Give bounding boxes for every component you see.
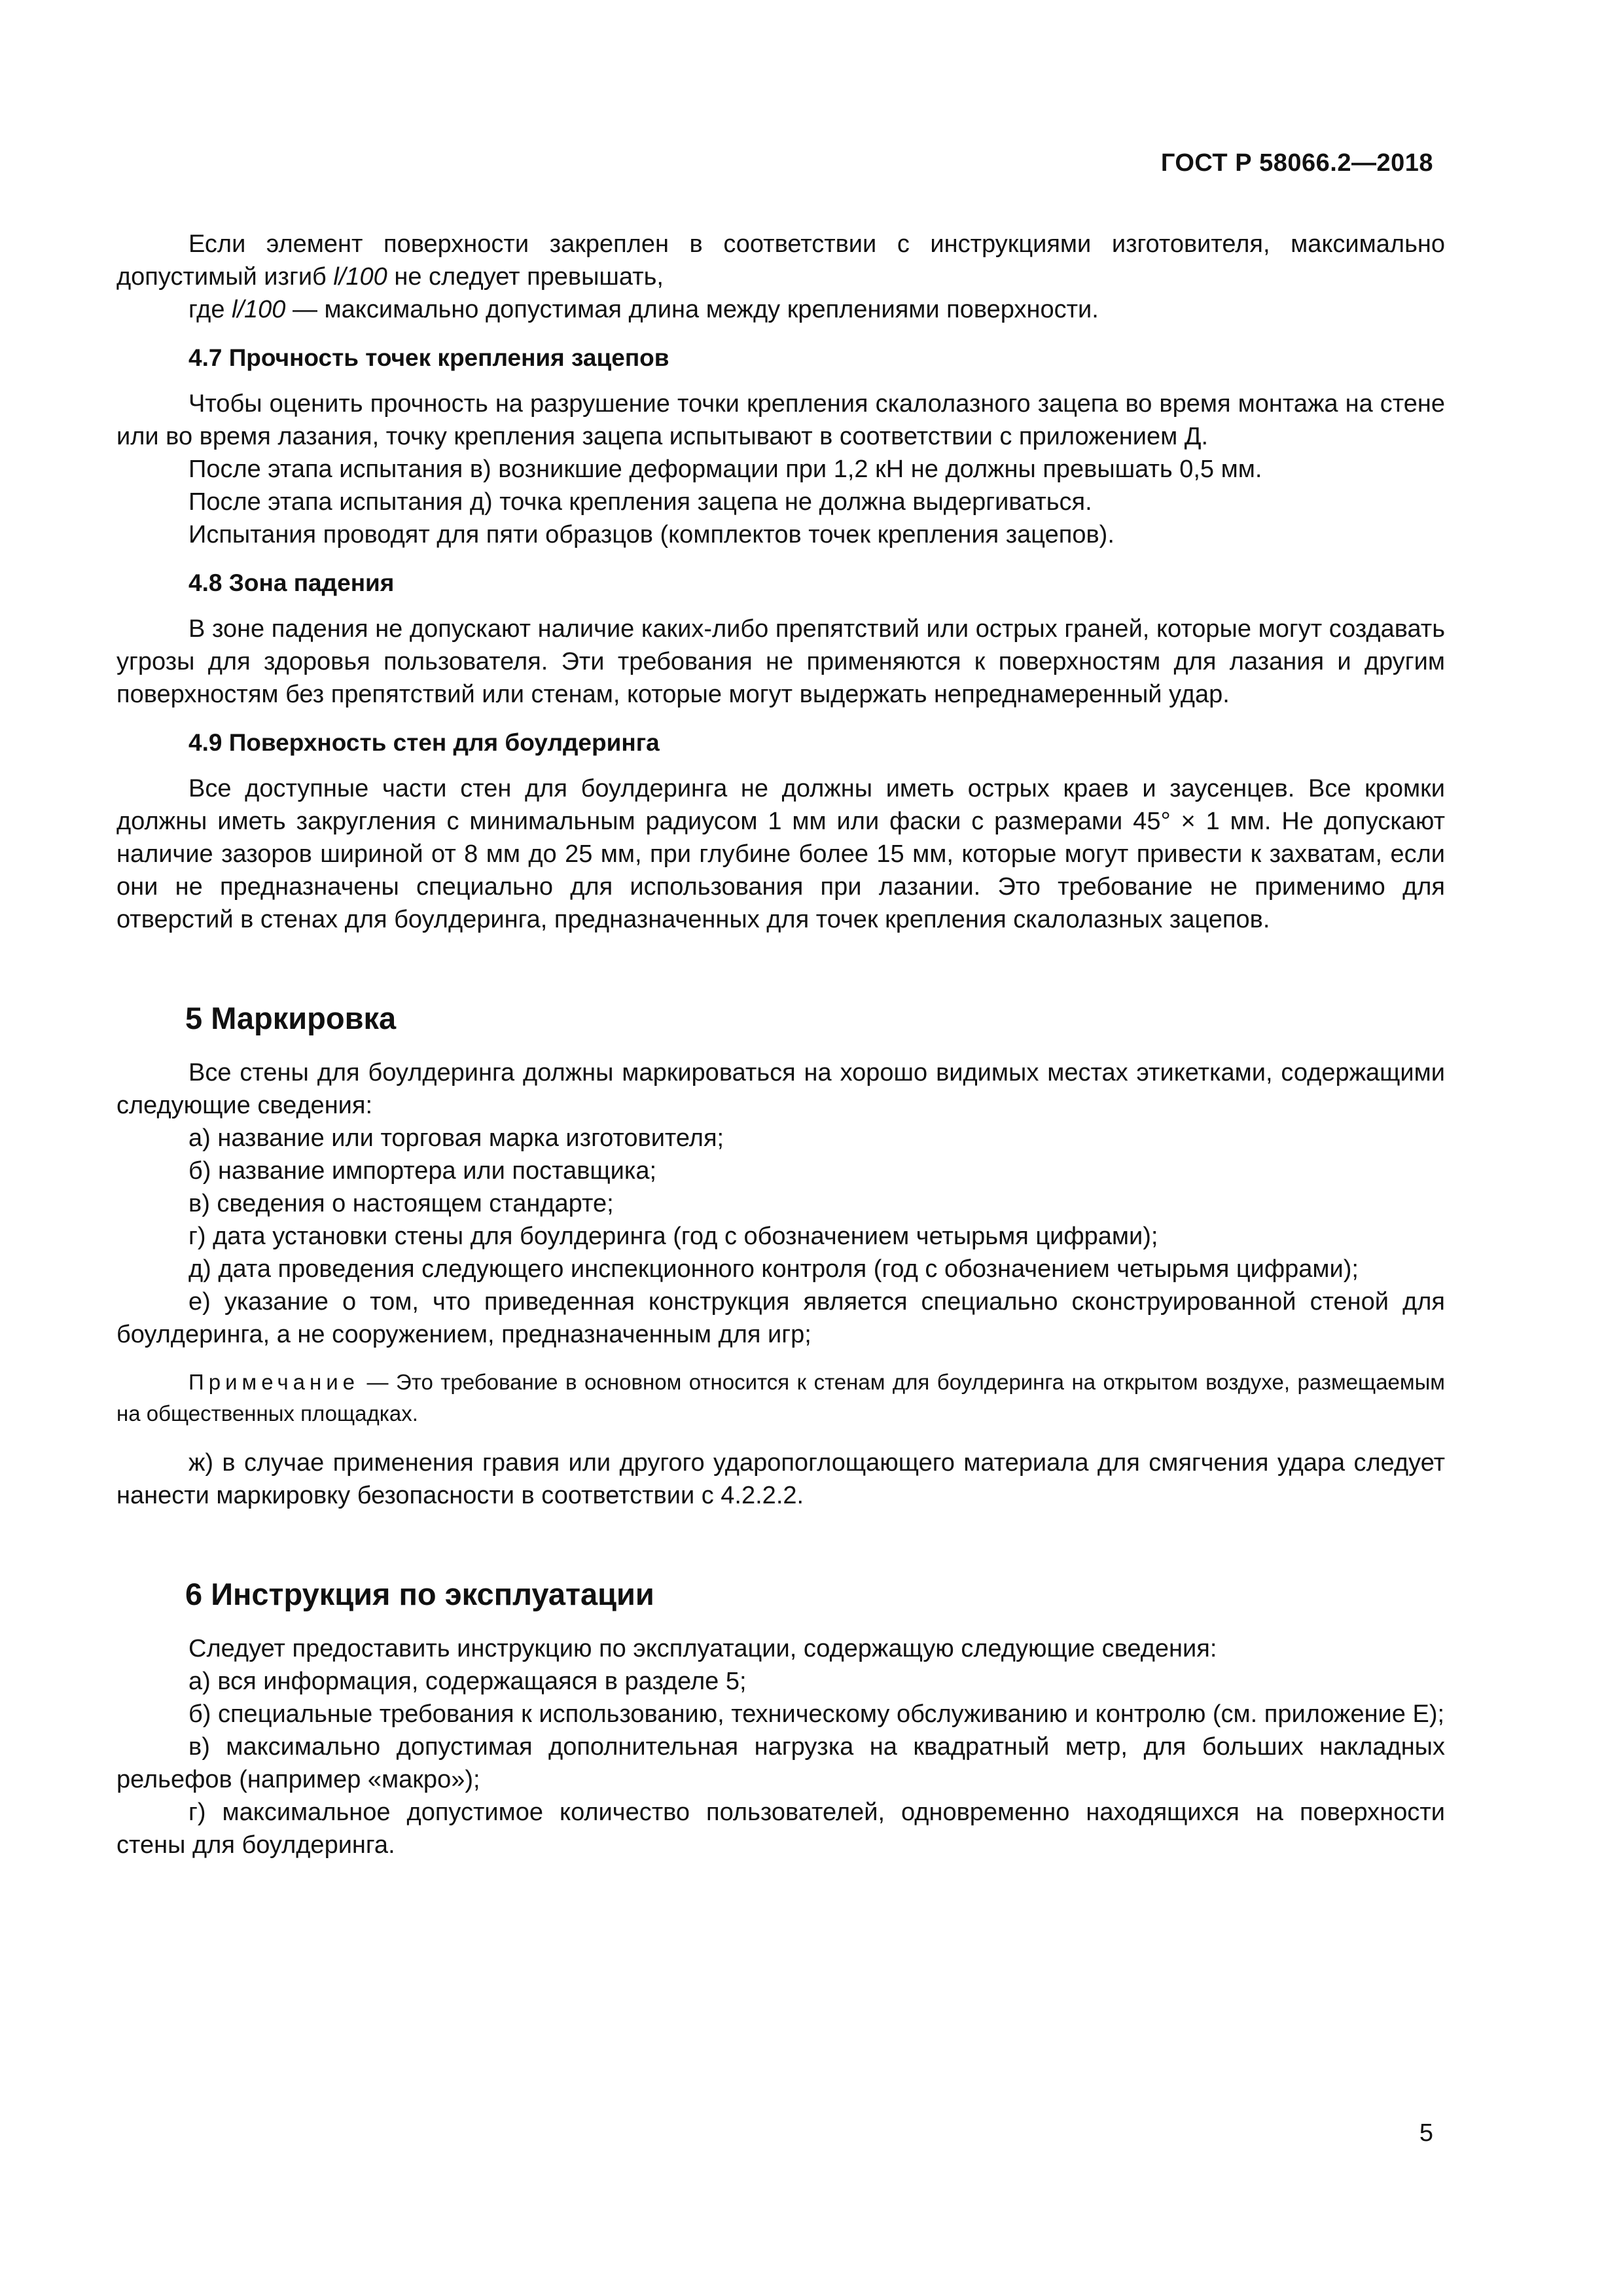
paragraph: Следует предоставить инструкцию по эксплуатации, содержащую следующие сведения: <box>188 1635 1217 1662</box>
list-item: г) максимальное допустимое количество пользователей, одновременно находящихся на поверхности стены для боулдеринга. <box>116 1799 1445 1859</box>
note-text: — Это требование в основном относится к стенам для боулдеринга на открытом воздухе, размещаемым на общественных площадках. <box>116 1370 1445 1426</box>
list-item: г) дата установки стены для боулдеринга (год с обозначением четырьмя цифрами); <box>188 1223 1158 1250</box>
list-item: е) указание о том, что приведенная конструкция является специально сконструированной стеной для боулдеринга, а не сооружением, предназначенным для игр; <box>116 1288 1445 1348</box>
list-item: ж) в случае применения гравия или другого ударопоглощающего материала для смягчения удара следует нанести маркировку безопасности в соответствии с 4.2.2.2. <box>116 1449 1445 1509</box>
paragraph: Испытания проводят для пяти образцов (комплектов точек крепления зацепов). <box>188 521 1115 548</box>
section-title-6: 6 Инструкция по эксплуатации <box>185 1577 654 1611</box>
paragraph: Все доступные части стен для боулдеринга не должны иметь острых краев и заусенцев. Все кромки должны иметь закругления с минимальным радиусом 1 мм или фаски с размерами 45° × 1 мм. Не допускают наличие зазоров шириной от 8 мм до 25 мм, при глубине более 15 мм, которые могут привести к захватам, если они не предназначены специально для использования при лазании. Это требование не применимо для отверстий в стенах для боулдеринга, предназначенных для точек крепления скалолазных зацепов. <box>116 775 1445 933</box>
list-item: а) название или торговая марка изготовителя; <box>188 1124 724 1152</box>
intro-text: не следует превышать, <box>387 263 664 291</box>
intro-text: Если элемент поверхности закреплен в соответствии с инструкциями изготовителя, максимально допустимый изгиб <box>116 230 1445 291</box>
list-item: а) вся информация, содержащаяся в разделе 5; <box>188 1668 747 1695</box>
intro-paragraph-1 <box>116 228 1445 293</box>
note-label: Примечание <box>188 1370 360 1394</box>
paragraph: В зоне падения не допускают наличие каких-либо препятствий или острых граней, которые могут создавать угрозы для здоровья пользователя. Эти требования не применяются к поверхностям для лазания и другим поверхностям без препятствий или стенам, которые могут выдержать непреднамеренный удар. <box>116 615 1445 708</box>
list-item: б) название импортера или поставщика; <box>188 1157 657 1185</box>
document-id: ГОСТ Р 58066.2—2018 <box>1160 149 1433 177</box>
paragraph: Все стены для боулдеринга должны маркироваться на хорошо видимых местах этикетками, содержащими следующие сведения: <box>116 1059 1445 1119</box>
subsection-title-4-9: 4.9 Поверхность стен для боулдеринга <box>188 729 660 756</box>
formula-text: l/100 <box>232 296 286 323</box>
intro-paragraph-2 <box>116 293 1445 326</box>
subsection-title-4-8: 4.8 Зона падения <box>188 569 395 596</box>
list-item: в) сведения о настоящем стандарте; <box>188 1190 614 1217</box>
intro-text: где <box>188 296 232 323</box>
paragraph: После этапа испытания д) точка крепления зацепа не должна выдергиваться. <box>188 488 1092 516</box>
page-number: 5 <box>1419 2119 1433 2147</box>
list-item: б) специальные требования к использованию, техническому обслуживанию и контролю (см. приложение Е); <box>188 1700 1445 1728</box>
list-item: д) дата проведения следующего инспекционного контроля (год с обозначением четырьмя цифрами); <box>188 1255 1359 1283</box>
intro-text: — максимально допустимая длина между креплениями поверхности. <box>285 296 1099 323</box>
paragraph: После этапа испытания в) возникшие деформации при 1,2 кН не должны превышать 0,5 мм. <box>188 456 1262 483</box>
subsection-title-4-7: 4.7 Прочность точек крепления зацепов <box>188 344 669 371</box>
page-content <box>116 228 1445 1861</box>
paragraph: Чтобы оценить прочность на разрушение точки крепления скалолазного зацепа во время монтажа на стене или во время лазания, точку крепления зацепа испытывают в соответствии с приложением Д. <box>116 390 1445 450</box>
formula-text: l/100 <box>333 263 387 291</box>
list-item: в) максимально допустимая дополнительная нагрузка на квадратный метр, для больших накладных рельефов (например «макро»); <box>116 1733 1445 1793</box>
note <box>116 1367 1445 1429</box>
section-title-5: 5 Маркировка <box>185 1001 397 1035</box>
